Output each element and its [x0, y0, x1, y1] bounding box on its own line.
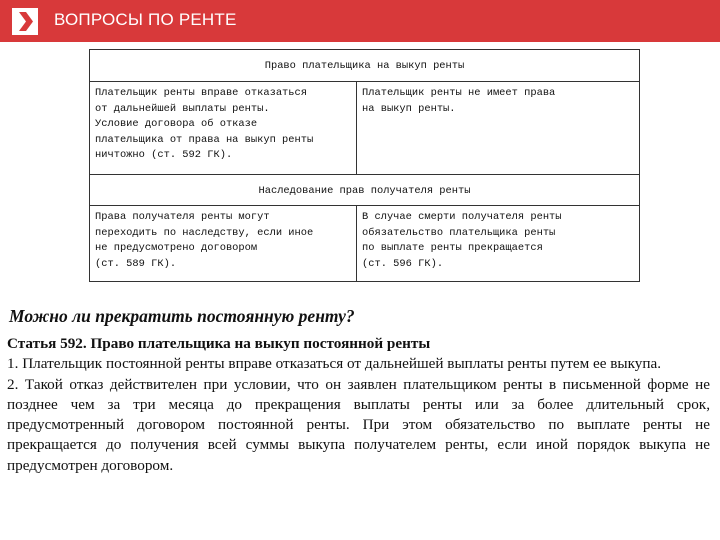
- page-title: ВОПРОСЫ ПО РЕНТЕ: [54, 10, 237, 29]
- article-paragraph-1: 1. Плательщик постоянной ренты вправе отказаться от дальнейшей выплаты ренты путем ее выкупа.: [7, 355, 662, 373]
- article-text: [7, 334, 710, 476]
- table-heading-row: [90, 175, 639, 206]
- table-row: [90, 82, 639, 175]
- header-bar: [0, 0, 720, 42]
- article-title: Статья 592. Право плательщика на выкуп постоянной ренты: [7, 335, 431, 352]
- table-heading-inheritance: Наследование прав получателя ренты: [258, 185, 471, 197]
- table-cell-lifetime-buyout: Плательщик ренты не имеет права на выкуп ренты.: [362, 87, 556, 115]
- table-cell-permanent-buyout: Плательщик ренты вправе отказаться от дальнейшей выплаты ренты. Условие договора об отказе плательщика от права на выкуп ренты ничтожно (ст. 592 ГК).: [90, 82, 357, 174]
- table-heading-row: [90, 50, 639, 82]
- table-heading-buyout: Право плательщика на выкуп ренты: [264, 60, 465, 72]
- rent-comparison-table: [89, 49, 640, 282]
- table-cell-lifetime-inheritance: В случае смерти получателя ренты обязательство плательщика ренты по выплате ренты прекращается (ст. 596 ГК).: [362, 211, 562, 270]
- chevron-right-icon: [12, 8, 38, 35]
- table-row: [90, 206, 639, 281]
- question-heading: Можно ли прекратить постоянную ренту?: [9, 306, 355, 326]
- table-cell-permanent-inheritance: Права получателя ренты могут переходить по наследству, если иное не предусмотрено договором (ст. 589 ГК).: [90, 206, 357, 281]
- article-paragraph-2: 2. Такой отказ действителен при условии, что он заявлен плательщиком ренты в письменной форме не позднее чем за три месяца до прекращения выплаты ренты или за более длительный срок, предусмотренный договором постоянной ренты. При этом обязательство по выплате ренты не прекращается до получения всей суммы выкупа получателем ренты, если иной порядок выкупа не предусмотрен договором.: [7, 375, 710, 474]
